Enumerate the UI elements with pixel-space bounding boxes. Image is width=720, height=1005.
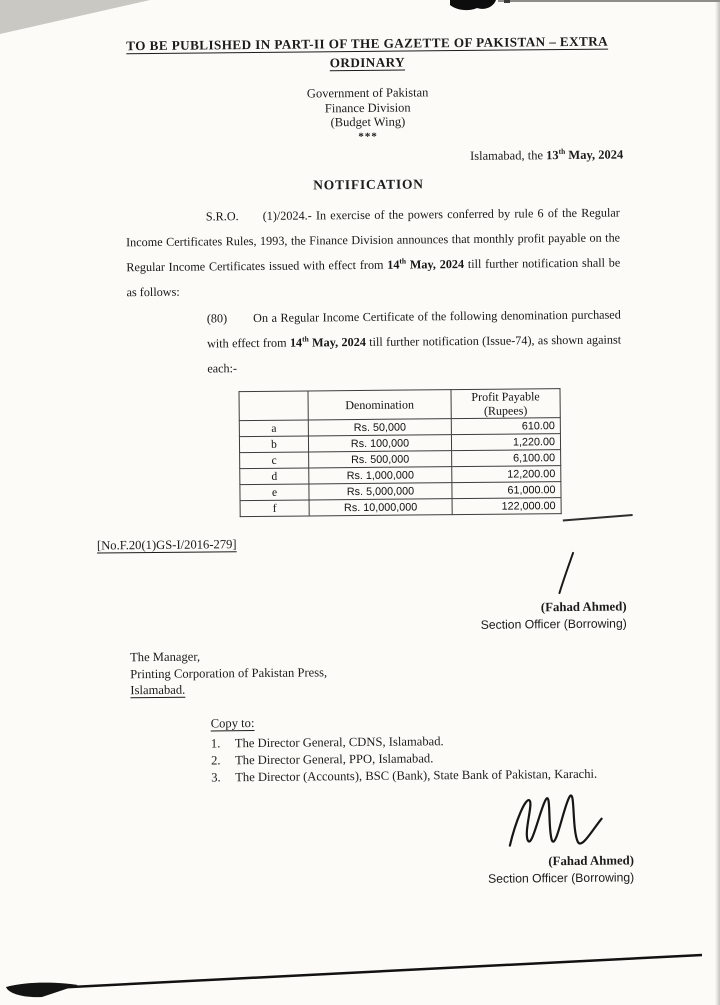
scan-edge-shadow [715,0,720,1005]
sro-text-before-date: (1)/2024.- In exercise of the powers conferred by rule 6 of the Regular Income Certificates Rules, 1993, the Finance Division announces that monthly profit payable on the Regular Income Certificates issued with effect from [125,205,621,275]
profit-header [451,389,560,419]
letterhead [115,83,622,146]
letterhead-division: Finance Division [324,99,411,115]
letterhead-government: Government of Pakistan [306,85,429,101]
signatory-name: (Fahad Ahmed) [548,852,635,868]
row-denomination: Rs. 100,000 [308,435,451,452]
row-profit: 1,220.00 [451,434,560,451]
letterhead-wing: (Budget Wing) [330,114,406,130]
addressee-line-2: Printing Corporation of Pakistan Press, [130,664,328,681]
addressee-block [130,644,720,699]
list-item-text: The Director (Accounts), BSC (Bank), State Bank of Pakistan, Karachi. [235,766,598,784]
scan-bottom-edge [0,935,720,1005]
profit-header-line1: Profit Payable [471,389,540,404]
signatory-name: (Fahad Ahmed) [540,599,627,615]
gazette-line-1-text: TO BE PUBLISHED IN PART-II OF THE GAZETTE OF PAKISTAN – EXTRA [126,33,609,54]
handwritten-signature-icon [363,788,612,855]
list-item-number: 3. [211,769,221,784]
list-item-number: 1. [210,735,221,750]
table-header-row [239,389,560,421]
list-item-number: 2. [210,752,221,767]
clause-effective-date [290,335,366,350]
dateline-day: 13 [546,148,559,163]
clause-number: (80) [206,311,228,326]
notification-title: NOTIFICATION [313,176,424,193]
clause-date-ordinal: th [302,334,309,344]
dateline [0,147,623,168]
pen-stroke-icon [366,551,578,602]
row-denomination: Rs. 1,000,000 [309,467,452,484]
dateline-ordinal: th [558,146,566,156]
row-denomination: Rs. 50,000 [308,419,451,436]
list-item-text: The Director General, CDNS, Islamabad. [234,733,444,750]
empty-corner-cell [239,391,308,421]
clause-text-before-date: On a Regular Income Certificate of the following denomination purchased with effect from [206,307,621,351]
row-label: e [240,484,309,501]
sro-label: S.R.O. [205,209,239,224]
table-row-f [240,498,561,517]
row-profit: 61,000.00 [452,482,561,499]
row-denomination: Rs. 5,000,000 [309,483,452,500]
clause-80-paragraph [207,302,622,381]
row-label: d [240,468,309,485]
pen-stroke-svg [554,551,578,595]
row-label: f [240,500,309,517]
sro-paragraph [126,200,621,305]
signatory-title: Section Officer (Borrowing) [488,869,635,886]
sro-date-rest: May, 2024 [409,256,465,272]
scan-corner-shadow [0,0,150,34]
copy-to-label: Copy to: [210,715,255,730]
row-profit: 122,000.00 [452,498,561,515]
clause-text-after-date: till further notification (Issue-74), as shown against each:- [207,332,622,376]
sro-date-day: 14 [387,257,400,272]
row-profit: 12,200.00 [452,466,561,483]
gazette-heading [114,31,620,74]
clause-date-day: 14 [289,335,303,350]
sro-date-ordinal: th [399,256,407,266]
row-profit: 6,100.00 [452,450,561,467]
list-item [211,765,611,786]
dateline-rest: May, 2024 [568,147,624,162]
dateline-prefix: Islamabad, the [470,148,544,163]
row-profit: 610.00 [451,418,560,435]
addressee-line-1: The Manager, [129,649,201,665]
scan-artifact-line [563,514,633,522]
row-label: b [239,436,308,453]
dateline-date [546,147,623,162]
denomination-header: Denomination [308,390,451,420]
scan-top-edge [498,0,720,2]
list-item-text: The Director General, PPO, Islamabad. [234,750,434,767]
handwritten-signature-svg [501,788,612,849]
file-reference-number [97,533,720,554]
sro-text-after-date: till further notification shall be as follows: [126,255,621,300]
signatory-title: Section Officer (Borrowing) [480,616,627,632]
clause-date-rest: May, 2024 [312,334,366,350]
gazette-line-2-text: ORDINARY [329,54,406,71]
profit-header-line2: (Rupees) [483,403,528,418]
signature-block-top [366,550,627,632]
addressee-city: Islamabad. [130,682,186,698]
signature-block-bottom [363,788,634,887]
file-reference-text: [No.F.20(1)GS-I/2016-279] [96,537,237,553]
sro-effective-date [387,257,464,272]
row-denomination: Rs. 500,000 [309,451,452,468]
separator-stars: *** [358,130,378,143]
row-label: a [239,420,308,437]
row-denomination: Rs. 10,000,000 [309,499,452,516]
profit-rate-table [238,388,561,517]
scan-artifact-blob [448,0,520,14]
copy-to-list [211,730,720,786]
copy-to-section [211,711,720,786]
row-label: c [240,452,309,469]
